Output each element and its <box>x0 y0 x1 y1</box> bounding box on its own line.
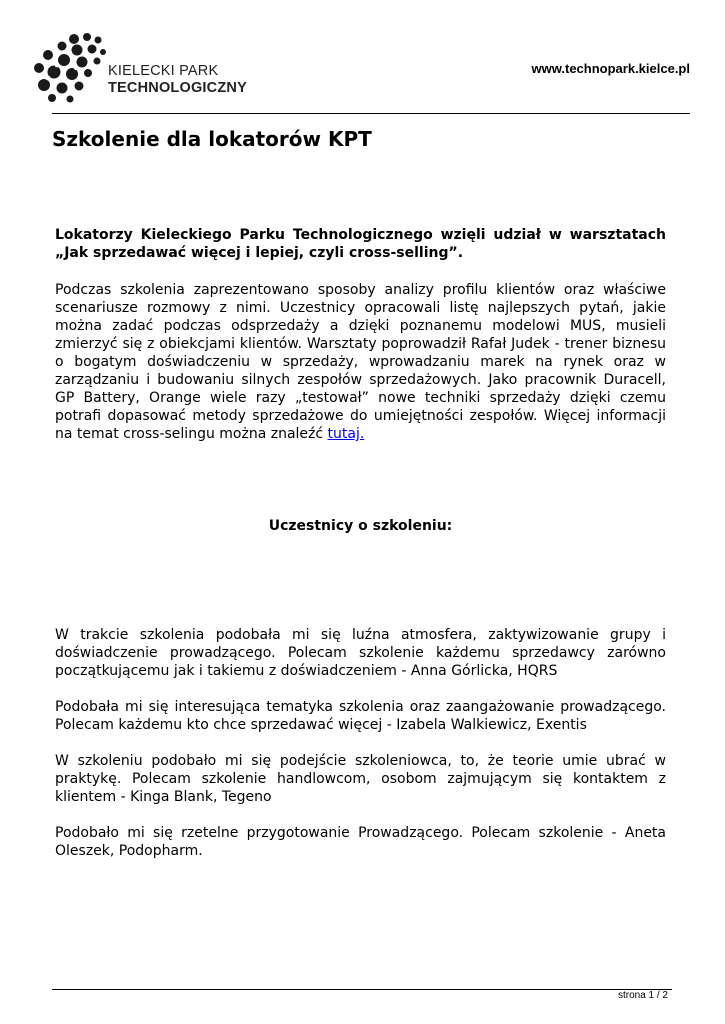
logo-text-line2: TECHNOLOGICZNY <box>108 80 247 96</box>
body-text: Podczas szkolenia zaprezentowano sposoby analizy profilu klientów oraz właściwe scenariusze rozmowy z nimi. Uczestnicy opracowali listę najlepszych pytań, jakie można zadać podczas odsprzedaży a dzięki poznanemu modelowi MUS, musieli zmierzyć się z obiekcjami klientów. Warsztaty poprowadził Rafał Judek - trener biznesu o bogatym doświadczeniu w sprzedaży, wprowadzaniu marek na rynek oraz w zarządzaniu i budowaniu silnych zespołów sprzedażowych. Jako pracownik Duracell, GP Battery, Orange wiele razy „testował” nowe techniki sprzedaży dzięki czemu potrafi dopasować metody sprzedażowe do umiejętności zespołów. Więcej informacji na temat cross-selingu można znaleźć <box>55 282 666 442</box>
testimonials-list <box>55 626 666 878</box>
testimonial: W szkoleniu podobało mi się podejście szkoleniowca, to, że teorie umie ubrać w praktykę. Polecam szkolenie handlowcom, osobom zajmującym się kontaktem z klientem - Kinga Blank, Tegeno <box>55 753 666 805</box>
testimonial: Podobało mi się rzetelne przygotowanie Prowadzącego. Polecam szkolenie - Aneta Oleszek, Podopharm. <box>55 825 666 859</box>
kpt-logo <box>30 30 245 104</box>
testimonial: Podobała mi się interesująca tematyka szkolenia oraz zaangażowanie prowadzącego. Polecam każdemu kto chce sprzedawać więcej - Izabela Walkiewicz, Exentis <box>55 699 666 733</box>
header-divider <box>52 113 690 114</box>
body-paragraph <box>55 281 666 443</box>
molecule-logo-icon <box>30 30 108 104</box>
lead-paragraph: Lokatorzy Kieleckiego Parku Technologicznego wzięli udział w warsztatach „Jak sprzedawać więcej i lepiej, czyli cross-selling”. <box>55 227 666 261</box>
logo-text-line1: KIELECKI PARK <box>108 63 219 79</box>
footer-divider <box>52 989 672 990</box>
page-number: strona 1 / 2 <box>617 990 668 1001</box>
page-title: Szkolenie dla lokatorów KPT <box>52 127 372 151</box>
more-info-link[interactable]: tutaj. <box>327 426 365 442</box>
testimonial: W trakcie szkolenia podobała mi się luźna atmosfera, zaktywizowanie grupy i doświadczenie prowadzącego. Polecam szkolenie każdemu sprzedawcy zarówno początkującemu jak i takiemu z doświadczeniem - Anna Górlicka, HQRS <box>55 627 666 679</box>
section-heading: Uczestnicy o szkoleniu: <box>268 518 453 534</box>
header-url: www.technopark.kielce.pl <box>531 61 690 76</box>
